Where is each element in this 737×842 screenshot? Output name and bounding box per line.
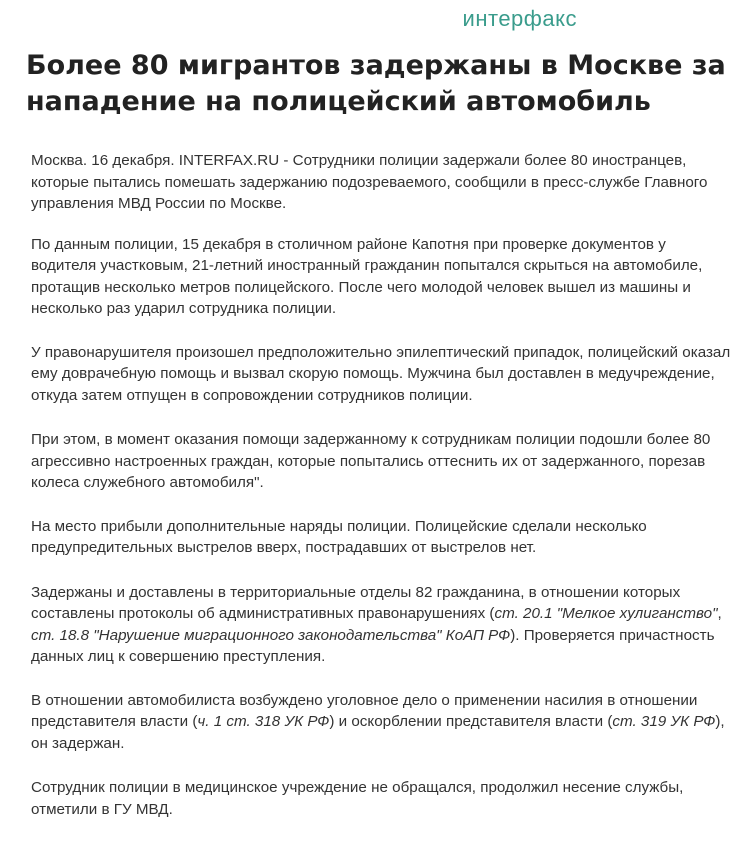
- paragraph-6-text-1: Задержаны и доставлены в территориальные отделы 82 гражданина, в отношении которых составлены протоколы об административных правонарушениях (: [31, 583, 681, 622]
- paragraph-1: Москва. 16 декабря. INTERFAX.RU - Сотрудники полиции задержали более 80 иностранцев, которые пытались помешать задержанию подозреваемого, сообщили в пресс-службе Главного управления МВД России по Москве.: [31, 152, 708, 212]
- paragraph-6-text-3: ). Проверяется причастность данных лиц к совершению преступления.: [31, 626, 715, 665]
- law-reference-link[interactable]: ст. 319 УК РФ: [612, 713, 716, 730]
- paragraph-7-text-2: ) и оскорблении представителя власти (: [329, 713, 613, 730]
- article-body: [31, 150, 731, 842]
- law-reference-link[interactable]: ст. 18.8 "Нарушение миграционного законодательства" КоАП РФ: [31, 626, 511, 644]
- paragraph-2: По данным полиции, 15 декабря в столичном районе Капотня при проверке документов у водителя участковым, 21-летний иностранный гражданин попытался скрыться на автомобиле, протащив несколько метров полицейского. После чего молодой человек вышел из машины и несколько раз ударил сотрудника полиции.: [31, 235, 703, 317]
- interfax-logo[interactable]: интерфакс: [462, 6, 577, 31]
- paragraph-8: Сотрудник полиции в медицинское учреждение не обращался, продолжил несение службы, отметили в ГУ МВД.: [31, 779, 684, 818]
- paragraph-7-text-3: ), он задержан.: [31, 713, 725, 752]
- paragraph-6-text-2: ,: [717, 605, 722, 622]
- paragraph-4: При этом, в момент оказания помощи задержанному к сотрудникам полиции подошли более 80 агрессивно настроенных граждан, которые попытались оттеснить их от задержанного, порезав колеса служебного автомобиля".: [31, 431, 711, 491]
- paragraph-7: [31, 690, 731, 755]
- article-title: Более 80 мигрантов задержаны в Москве за нападение на полицейский автомобиль: [26, 50, 726, 117]
- paragraph-5: На место прибыли дополнительные наряды полиции. Полицейские сделали несколько предупредительных выстрелов вверх, пострадавших от выстрелов нет.: [31, 517, 647, 556]
- law-reference-link[interactable]: ст. 20.1 "Мелкое хулиганство": [494, 605, 718, 622]
- law-reference-link[interactable]: ч. 1 ст. 318 УК РФ: [197, 713, 330, 730]
- paragraph-6: [31, 582, 731, 668]
- paragraph-3: У правонарушителя произошел предположительно эпилептический припадок, полицейский оказал ему доврачебную помощь и вызвал скорую помощь. Мужчина был доставлен в медучреждение, откуда затем отпущен в сопровождении сотрудников полиции.: [31, 343, 731, 404]
- paragraph-7-text-1: В отношении автомобилиста возбуждено уголовное дело о применении насилия в отношении представителя власти (: [31, 691, 698, 730]
